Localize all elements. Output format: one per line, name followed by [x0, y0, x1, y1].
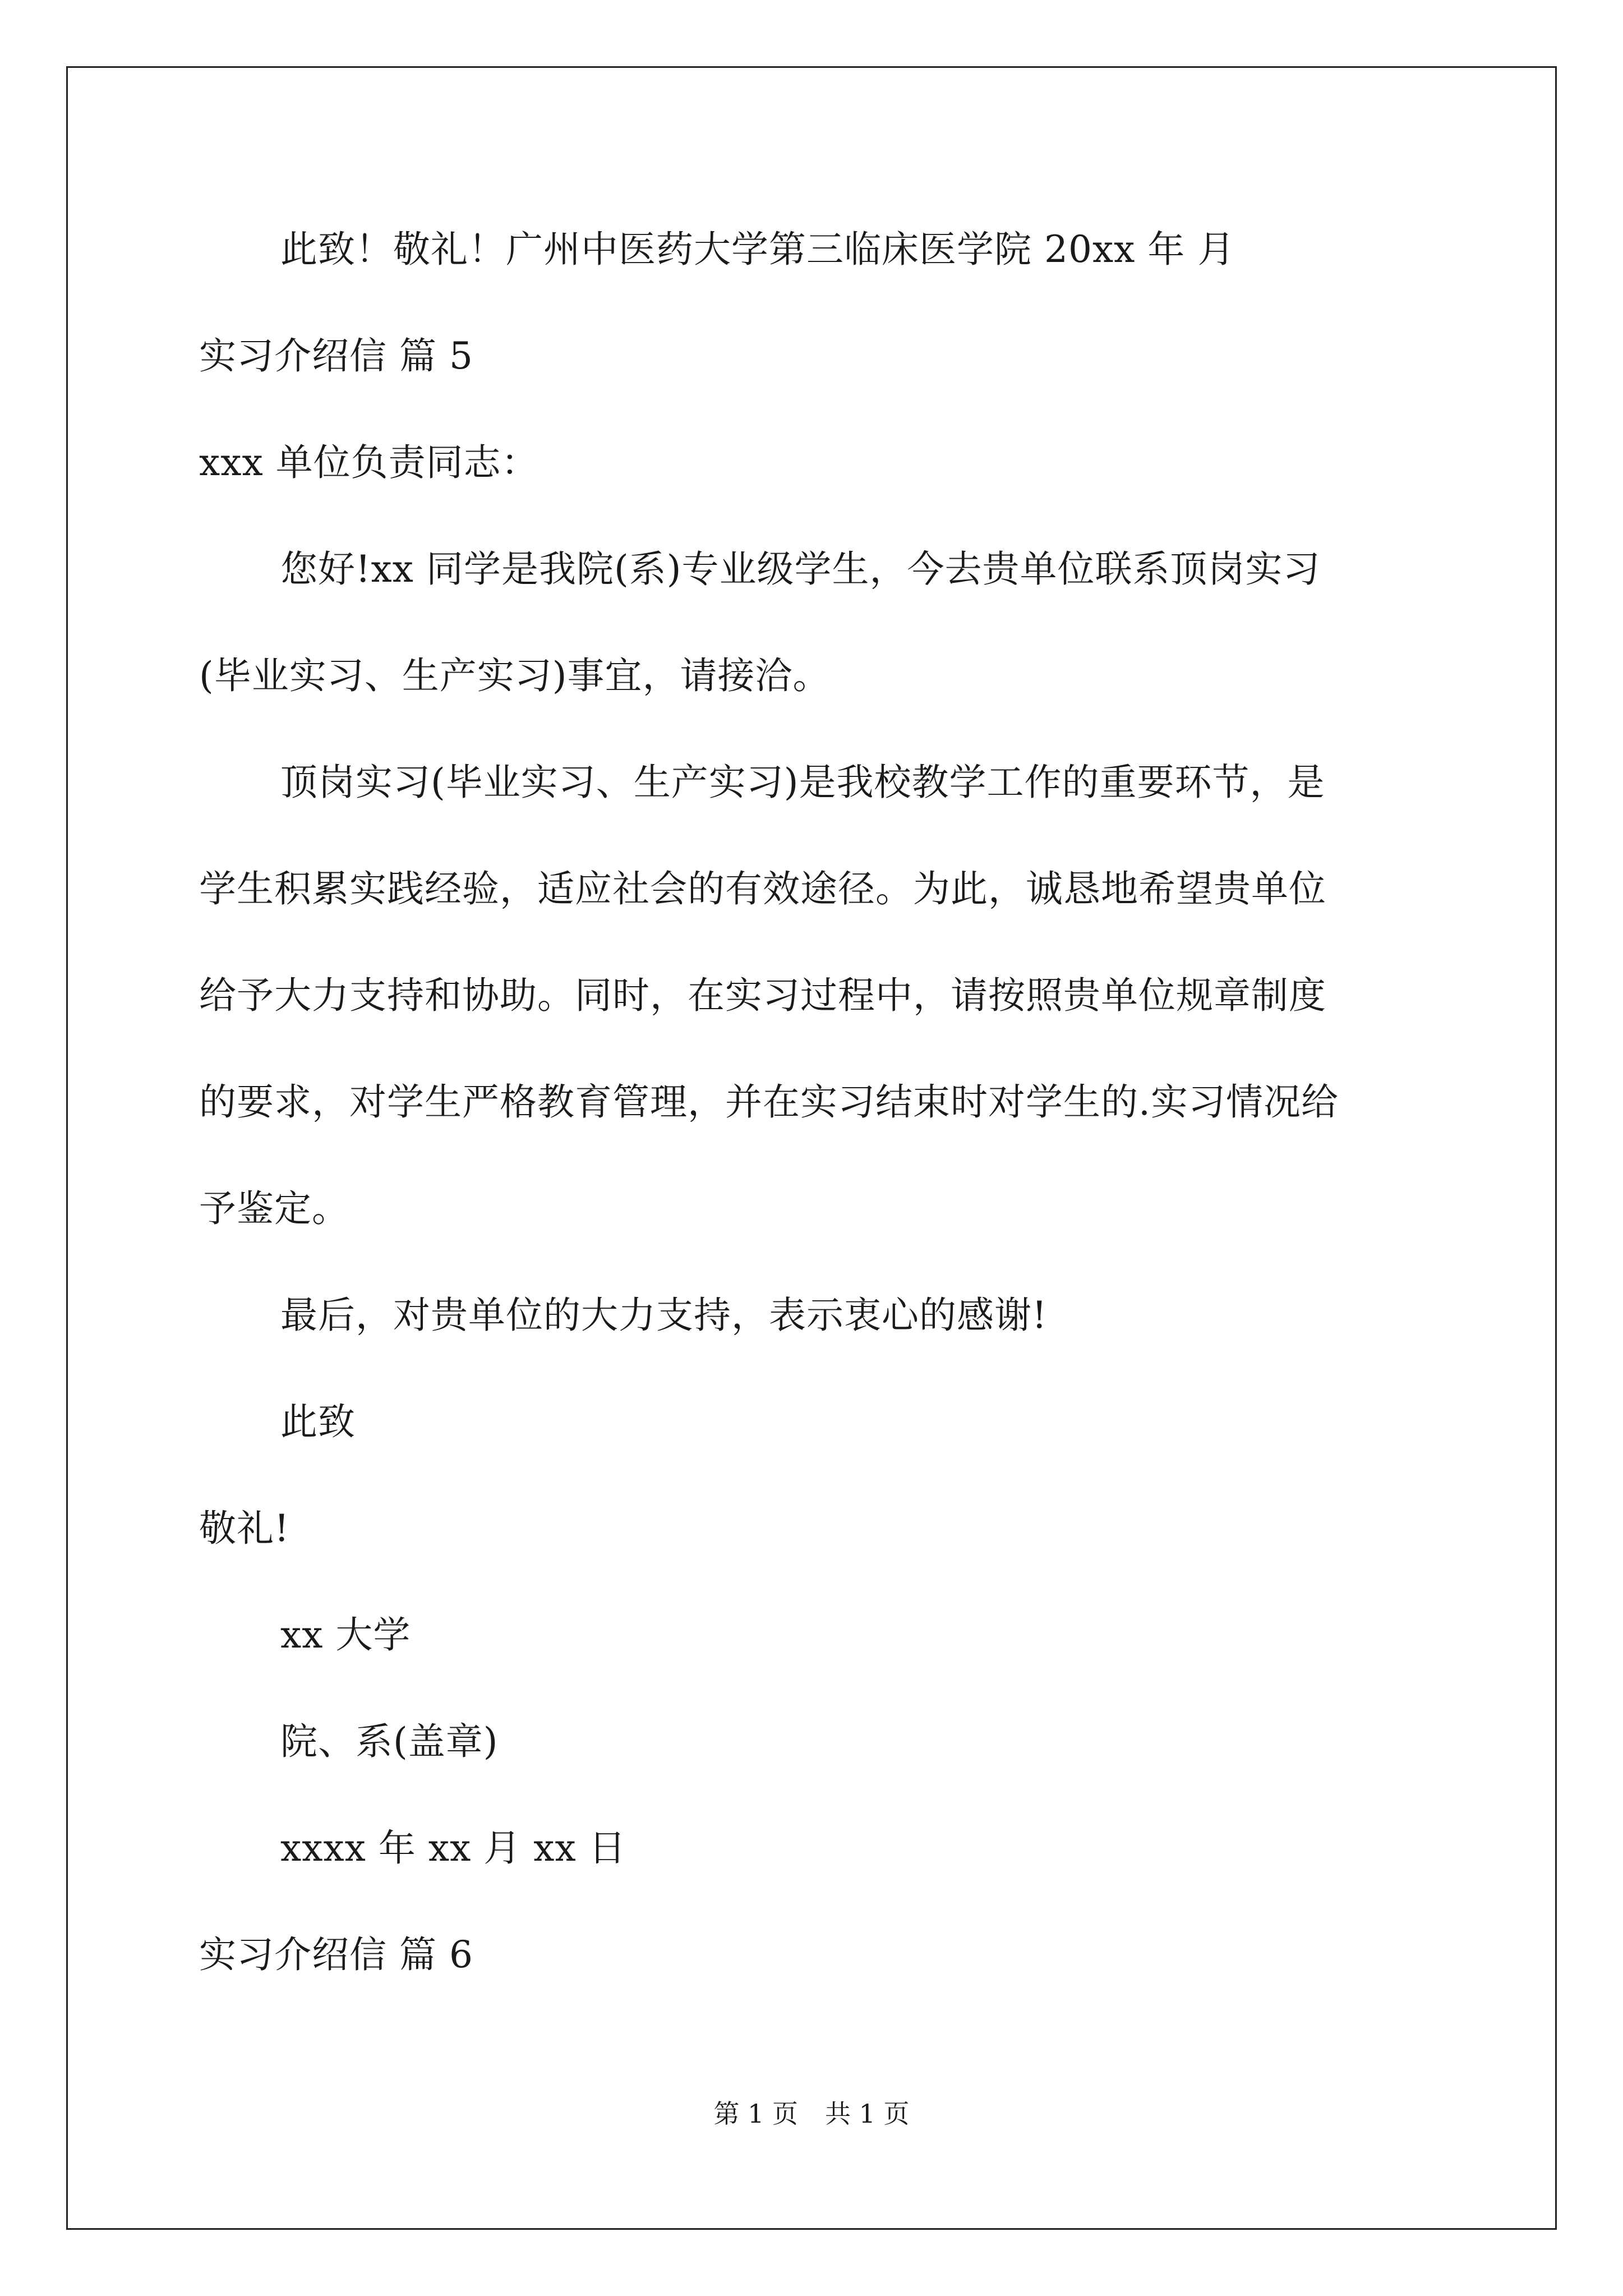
page-number: 第 1 页: [713, 2099, 798, 2129]
page-total: 共 1 页: [825, 2099, 910, 2129]
salutation: xxx 单位负责同志：: [199, 441, 539, 484]
body-paragraph-line: 予鉴定。: [199, 1187, 349, 1230]
body-paragraph-line: 学生积累实践经验，适应社会的有效途径。为此，诚恳地希望贵单位: [199, 867, 1326, 910]
signature-department-seal: 院、系(盖章): [280, 1720, 499, 1763]
closing-cizhi: 此致: [280, 1400, 356, 1443]
closing-line: 此致！敬礼！广州中医药大学第三临床医学院 20xx 年 月: [280, 228, 1235, 271]
body-paragraph-line: (毕业实习、生产实习)事宜，请接洽。: [199, 654, 831, 697]
page-border: [66, 66, 1557, 2230]
section-heading-6: 实习介绍信 篇 6: [199, 1933, 473, 1976]
page-footer: [0, 2097, 1623, 2131]
signature-date: xxxx 年 xx 月 xx 日: [280, 1826, 626, 1870]
thanks-line: 最后，对贵单位的大力支持，表示衷心的感谢!: [280, 1294, 1048, 1337]
signature-university: xx 大学: [280, 1613, 411, 1657]
body-paragraph-line: 顶岗实习(毕业实习、生产实习)是我校教学工作的重要环节，是: [280, 761, 1325, 804]
body-paragraph-line: 给予大力支持和协助。同时，在实习过程中，请按照贵单位规章制度: [199, 974, 1326, 1017]
body-paragraph-line: 的要求，对学生严格教育管理，并在实习结束时对学生的.实习情况给: [199, 1080, 1339, 1124]
closing-jingli: 敬礼!: [199, 1507, 290, 1550]
body-paragraph-line: 您好!xx 同学是我院(系)专业级学生，今去贵单位联系顶岗实习: [280, 547, 1321, 591]
section-heading-5: 实习介绍信 篇 5: [199, 334, 473, 378]
